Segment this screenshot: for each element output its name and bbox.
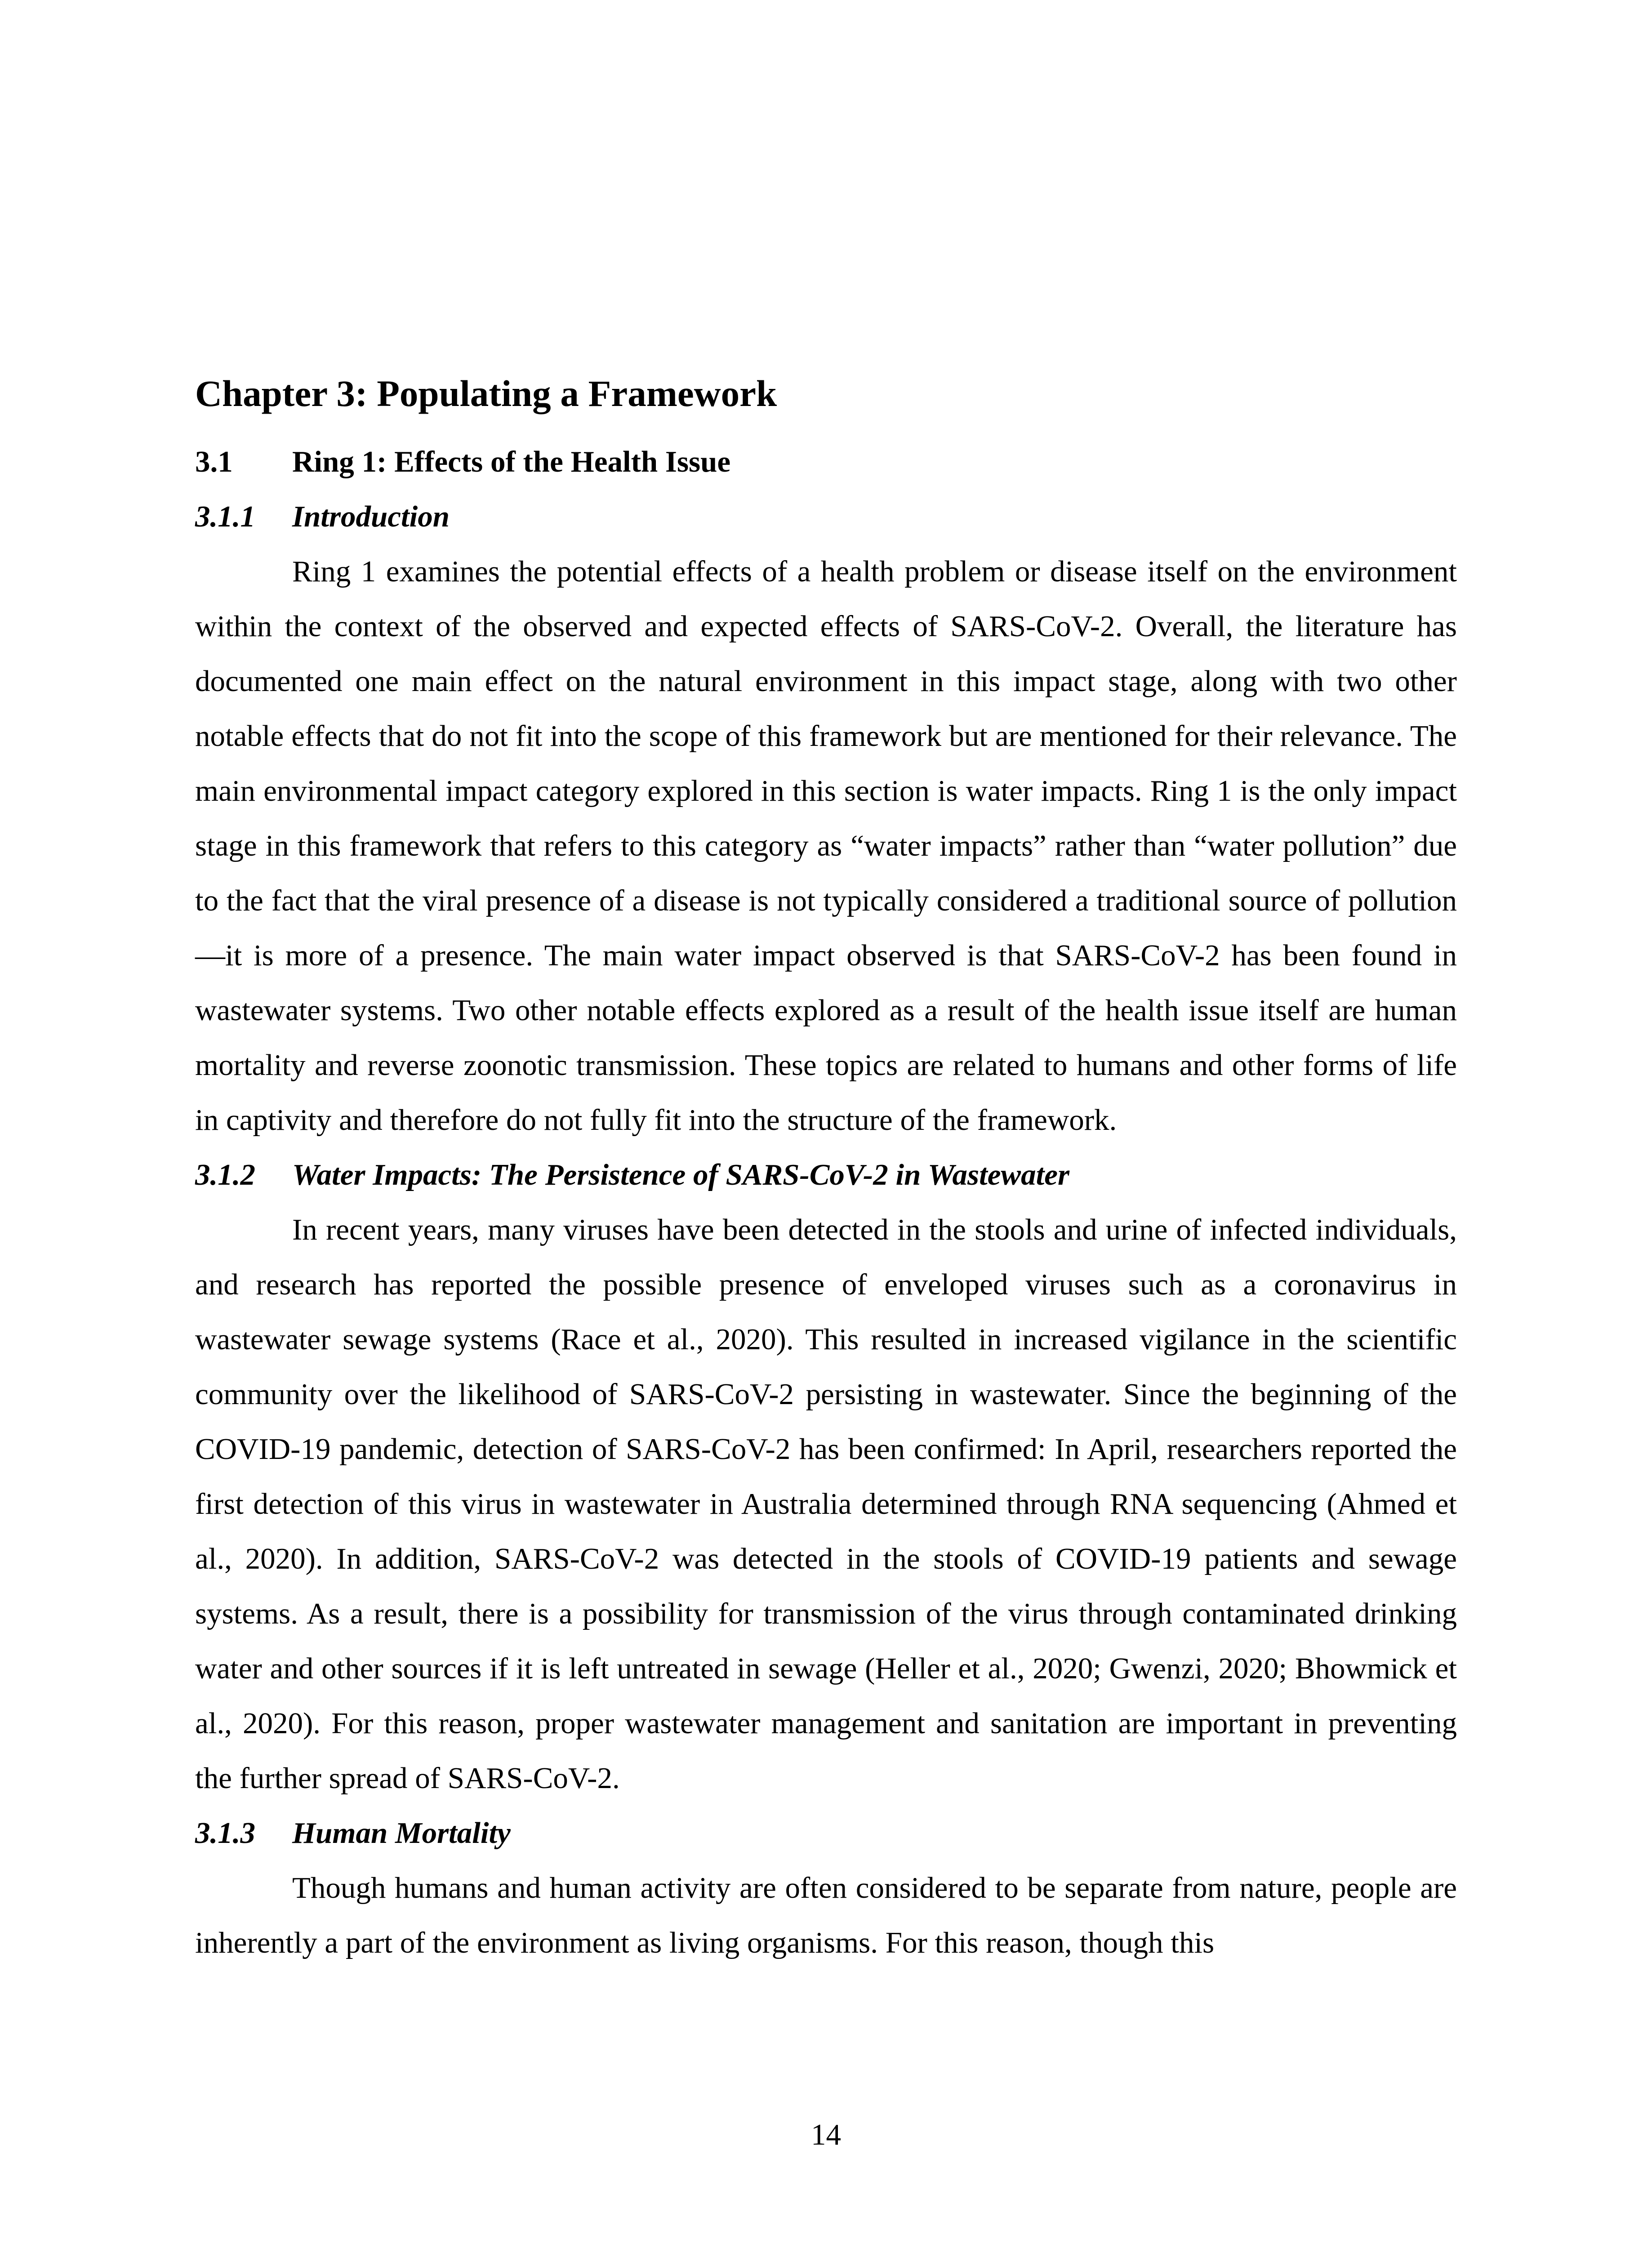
- subsection-title: Human Mortality: [292, 1816, 511, 1850]
- section-title: Ring 1: Effects of the Health Issue: [292, 445, 731, 478]
- paragraph-water-impacts: In recent years, many viruses have been detected in the stools and urine of infected individuals, and research has reported the possible presence of enveloped viruses such as a coronavirus in wastewater sewage systems (Race et al., 2020). This resulted in increased vigilance in the scientific community over the likelihood of SARS-CoV-2 persisting in wastewater. Since the beginning of the COVID-19 pandemic, detection of SARS-CoV-2 has been confirmed: In April, researchers reported the first detection of this virus in wastewater in Australia determined through RNA sequencing (Ahmed et al., 2020). In addition, SARS-CoV-2 was detected in the stools of COVID-19 patients and sewage systems. As a result, there is a possibility for transmission of the virus through contaminated drinking water and other sources if it is left untreated in sewage (Heller et al., 2020; Gwenzi, 2020; Bhowmick et al., 2020). For this reason, proper wastewater management and sanitation are important in preventing the further spread of SARS-CoV-2.: [195, 1213, 1457, 1795]
- page-body: [195, 369, 1457, 1970]
- subsection-title: Introduction: [292, 500, 450, 533]
- subsection-heading-human-mortality: [195, 1806, 1457, 1860]
- chapter-title: Chapter 3: Populating a Framework: [195, 373, 777, 414]
- section-number: 3.1: [195, 445, 233, 478]
- subsection-number: 3.1.1: [195, 500, 255, 533]
- page-number: 14: [811, 2118, 841, 2151]
- subsection-title: Water Impacts: The Persistence of SARS-CoV-2 in Wastewater: [292, 1158, 1070, 1191]
- subsection-number: 3.1.3: [195, 1816, 255, 1850]
- paragraph-human-mortality: Though humans and human activity are often considered to be separate from nature, people are inherently a part of the environment as living organisms. For this reason, though this: [195, 1871, 1457, 1959]
- paragraph-introduction: Ring 1 examines the potential effects of a health problem or disease itself on the environment within the context of the observed and expected effects of SARS-CoV-2. Overall, the literature has documented one main effect on the natural environment in this impact stage, along with two other notable effects that do not fit into the scope of this framework but are mentioned for their relevance. The main environmental impact category explored in this section is water impacts. Ring 1 is the only impact stage in this framework that refers to this category as “water impacts” rather than “water pollution” due to the fact that the viral presence of a disease is not typically considered a traditional source of pollution—it is more of a presence. The main water impact observed is that SARS-CoV-2 has been found in wastewater systems. Two other notable effects explored as a result of the health issue itself are human mortality and reverse zoonotic transmission. These topics are related to humans and other forms of life in captivity and therefore do not fully fit into the structure of the framework.: [195, 555, 1457, 1137]
- section-heading: [195, 434, 1457, 489]
- subsection-heading-introduction: [195, 489, 1457, 544]
- subsection-heading-water-impacts: [195, 1147, 1457, 1202]
- subsection-number: 3.1.2: [195, 1158, 255, 1191]
